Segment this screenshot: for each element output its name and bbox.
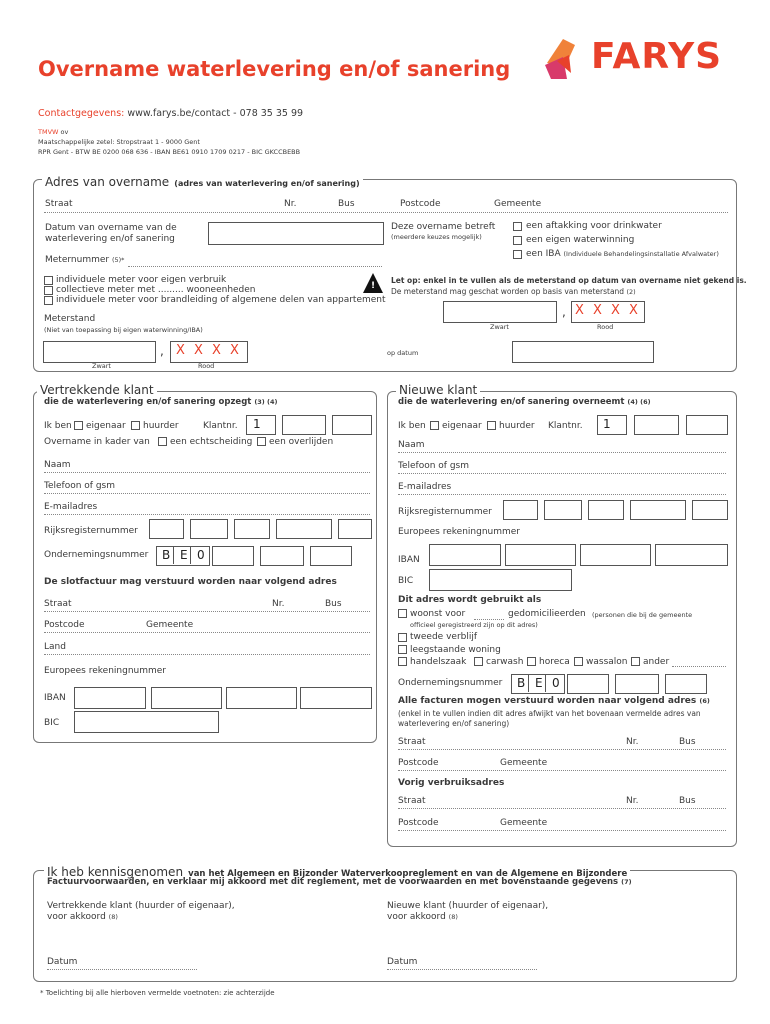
n-naam-label: Naam: [398, 440, 425, 450]
akkoord-vertrekkend-note: (8): [108, 913, 118, 921]
iba-text: een IBA: [526, 249, 561, 259]
meter-opt-1-checkbox[interactable]: [44, 276, 53, 285]
meterstand-label: Meterstand: [44, 314, 96, 324]
datum-label-2: waterlevering en/of sanering: [45, 234, 175, 244]
n-iban-label: IBAN: [398, 555, 420, 565]
v-nr-label: Nr.: [272, 599, 285, 609]
v-onderneming-digit: B: [162, 548, 171, 562]
farys-logo: [541, 33, 736, 83]
v-land-label: Land: [44, 642, 66, 652]
akkoord-datum-2: Datum: [387, 957, 418, 967]
datum-label-1: Datum van overname van de: [45, 223, 177, 233]
x-mark: X: [575, 303, 584, 318]
v-slotfactuur-label: De slotfactuur mag verstuurd worden naar volgend adres: [44, 577, 337, 587]
n-nr2-label: Nr.: [626, 796, 639, 806]
v-telefoon-label: Telefoon of gsm: [44, 481, 115, 491]
n-facturen-label: [398, 697, 710, 706]
v-iban-input-3[interactable]: [226, 687, 297, 709]
nieuwe-klant-legend: Nieuwe klant: [396, 383, 480, 397]
nieuwe-klant-sub: [398, 398, 651, 407]
n-eigenaar-checkbox[interactable]: [430, 421, 439, 430]
n-straat2-label: Straat: [398, 796, 426, 806]
n-rijksregister-input-1[interactable]: [503, 500, 538, 520]
zwart-label-left: Zwart: [92, 362, 111, 370]
n-tweede-label: tweede verblijf: [410, 632, 478, 642]
n-bus-label: Bus: [679, 737, 696, 747]
n-onderneming-digit: 0: [552, 676, 560, 690]
n-iban-input-2[interactable]: [505, 544, 576, 566]
akkoord-legend-title: Ik heb kennisgenomen: [47, 865, 184, 879]
n-postcode2-label: Postcode: [398, 818, 439, 828]
v-ik-ben-label: Ik ben: [44, 421, 72, 431]
meterstand-sub: (Niet van toepassing bij eigen waterwinning/IBA): [44, 326, 203, 334]
v-klantnr-input-2[interactable]: [282, 415, 326, 435]
n-onderneming-digit: E: [535, 676, 543, 690]
v-rijksregister-input-4[interactable]: [276, 519, 332, 539]
n-carwash-label: carwash: [486, 657, 524, 667]
rood-label-right: Rood: [597, 323, 614, 331]
akkoord-nieuw-1: Nieuwe klant (huurder of eigenaar),: [387, 901, 549, 911]
v-onderneming-digit: 0: [197, 548, 205, 562]
x-mark: X: [176, 343, 185, 358]
n-facturen-note: (6): [699, 697, 710, 705]
n-straat-label: Straat: [398, 737, 426, 747]
page-title: Overname waterlevering en/of sanering: [38, 57, 511, 81]
v-onderneming-digit: E: [180, 548, 188, 562]
v-postcode-line[interactable]: [44, 632, 370, 633]
x-mark: X: [611, 303, 620, 318]
meter-opt-2-checkbox[interactable]: [44, 286, 53, 295]
adres-postcode-label: Postcode: [400, 199, 441, 209]
iba-checkbox[interactable]: [513, 250, 522, 259]
n-onderneming-input-4[interactable]: [665, 674, 707, 694]
logo-text: FARYS: [591, 36, 723, 77]
vertrekkende-legend: Vertrekkende klant: [37, 383, 157, 397]
n-onderneming-divider: [528, 674, 529, 692]
meternummer-label: [45, 256, 124, 265]
meter-opt-3-label: individuele meter voor brandleiding of algemene delen van appartement: [56, 295, 386, 305]
n-huurder-checkbox[interactable]: [487, 421, 496, 430]
akkoord-vertrekkend-2: [47, 913, 118, 922]
adres-bus-label: Bus: [338, 199, 355, 209]
n-europees-label: Europees rekeningnummer: [398, 527, 521, 537]
n-facturen-sub-1: (enkel in te vullen indien dit adres afwijkt van het bovenaan vermelde adres van: [398, 709, 701, 718]
n-woonst-note-2: officieel geregistreerd zijn op dit adres): [410, 621, 538, 629]
v-onderneming-divider: [173, 546, 174, 564]
x-mark: X: [629, 303, 638, 318]
meterstand-zwart-input-left[interactable]: [43, 341, 156, 363]
n-iban-input-4[interactable]: [655, 544, 728, 566]
meterstand-zwart-input-right[interactable]: [443, 301, 557, 323]
meternummer-note: (5)*: [111, 256, 125, 264]
n-gebruik-label: Dit adres wordt gebruikt als: [398, 595, 542, 605]
n-bic-input[interactable]: [429, 569, 572, 591]
v-telefoon-line[interactable]: [44, 493, 370, 494]
akkoord-line2-note: (7): [621, 878, 632, 886]
akkoord-nieuw-2-text: voor akkoord: [387, 912, 446, 922]
v-overlijden-checkbox[interactable]: [257, 437, 266, 446]
n-ik-ben-label: Ik ben: [398, 421, 426, 431]
n-vorig-label: Vorig verbruiksadres: [398, 778, 505, 788]
waterwinning-checkbox[interactable]: [513, 236, 522, 245]
v-email-label: E-mailadres: [44, 502, 98, 512]
n-rijksregister-input-2[interactable]: [544, 500, 582, 520]
v-iban-input-1[interactable]: [74, 687, 146, 709]
vertrekkende-sub-text: die de waterlevering en/of sanering opzegt: [44, 397, 252, 407]
n-klantnr-digit: 1: [603, 417, 611, 431]
x-mark: X: [230, 343, 239, 358]
v-iban-input-2[interactable]: [151, 687, 222, 709]
meterstand-comma-left: ,: [160, 344, 164, 358]
v-naam-label: Naam: [44, 460, 71, 470]
n-straat2-line[interactable]: [398, 808, 726, 809]
v-straat-line[interactable]: [44, 611, 370, 612]
v-onderneming-input-2[interactable]: [212, 546, 254, 566]
n-rijksregister-input-4[interactable]: [630, 500, 686, 520]
meter-opt-3-checkbox[interactable]: [44, 296, 53, 305]
v-onderneming-input-3[interactable]: [260, 546, 304, 566]
n-wassalon-checkbox[interactable]: [574, 657, 583, 666]
n-klantnr-label: Klantnr.: [548, 421, 583, 431]
v-land-line[interactable]: [44, 654, 370, 655]
akkoord-datum-1: Datum: [47, 957, 78, 967]
n-straat-line[interactable]: [398, 749, 726, 750]
n-telefoon-line[interactable]: [398, 473, 726, 474]
n-woonst-count-line[interactable]: [474, 619, 504, 620]
warning-text-2: [391, 288, 636, 296]
x-mark: X: [194, 343, 203, 358]
v-echtscheiding-label: een echtscheiding: [170, 437, 253, 447]
n-klantnr-input-3[interactable]: [686, 415, 728, 435]
betreft-label: Deze overname betreft: [391, 222, 496, 232]
v-gemeente-label: Gemeente: [146, 620, 194, 630]
akkoord-line2-text: Factuurvoorwaarden, en verklaar mij akkoord met dit reglement, met de voorwaarden en met bovenstaande gegevens: [47, 877, 619, 887]
n-telefoon-label: Telefoon of gsm: [398, 461, 469, 471]
n-rijksregister-input-5[interactable]: [692, 500, 728, 520]
op-datum-input[interactable]: [512, 341, 654, 363]
n-klantnr-input-2[interactable]: [634, 415, 679, 435]
n-onderneming-divider: [545, 674, 546, 692]
n-horeca-label: horeca: [539, 657, 570, 667]
n-onderneming-digit: B: [517, 676, 526, 690]
n-rijksregister-input-3[interactable]: [588, 500, 624, 520]
n-leegstaande-checkbox[interactable]: [398, 645, 407, 654]
n-facturen-text: Alle facturen mogen verstuurd worden naar volgend adres: [398, 696, 697, 706]
v-onderneming-divider: [190, 546, 191, 564]
n-handelszaak-label: handelszaak: [410, 657, 467, 667]
n-horeca-checkbox[interactable]: [527, 657, 536, 666]
n-ander-line[interactable]: [672, 666, 726, 667]
n-ander-checkbox[interactable]: [631, 657, 640, 666]
n-facturen-sub-2: waterlevering en/of sanering): [398, 719, 510, 728]
n-iban-input-1[interactable]: [429, 544, 501, 566]
n-woonst-voor: woonst voor: [410, 609, 466, 619]
n-ander-label: ander: [643, 657, 670, 667]
n-tweede-checkbox[interactable]: [398, 633, 407, 642]
x-mark: X: [593, 303, 602, 318]
n-klantnr-input-1[interactable]: [597, 415, 627, 435]
v-huurder-checkbox[interactable]: [131, 421, 140, 430]
v-postcode-label: Postcode: [44, 620, 85, 630]
v-email-line[interactable]: [44, 514, 370, 515]
adres-legend-title: Adres van overname: [45, 175, 170, 189]
n-eigenaar-label: eigenaar: [442, 421, 482, 431]
waterwinning-label: een eigen waterwinning: [526, 235, 635, 245]
v-rijksregister-input-5[interactable]: [338, 519, 372, 539]
akkoord-vertrekkend-1: Vertrekkende klant (huurder of eigenaar),: [47, 901, 235, 911]
v-bic-label: BIC: [44, 718, 60, 728]
org-short: TMVW: [38, 128, 59, 136]
v-klantnr-input-3[interactable]: [332, 415, 372, 435]
n-woonst-note-1: (personen die bij de gemeente: [592, 611, 693, 619]
warning-icon: [362, 272, 384, 294]
zwart-label-right: Zwart: [490, 323, 509, 331]
contact-line: [38, 109, 303, 119]
op-datum-label: op datum: [387, 349, 419, 357]
akkoord-datum-2-line[interactable]: [387, 969, 537, 970]
v-bic-input[interactable]: [74, 711, 219, 733]
n-onderneming-label: Ondernemingsnummer: [398, 678, 503, 688]
akkoord-nieuw-note: (8): [448, 913, 458, 921]
v-rijksregister-label: Rijksregisternummer: [44, 526, 138, 536]
warning-text-2-note: (2): [626, 288, 636, 296]
vertrekkende-sub-note: (3) (4): [254, 398, 278, 406]
v-straat-label: Straat: [44, 599, 72, 609]
warning-text-1: Let op: enkel in te vullen als de meterstand op datum van overname niet gekend is.: [391, 276, 747, 285]
datum-overname-input[interactable]: [208, 222, 384, 245]
nieuwe-klant-sub-note: (4) (6): [627, 398, 651, 406]
adres-nr-label: Nr.: [284, 199, 297, 209]
adres-straat-label: Straat: [45, 199, 73, 209]
meterstand-comma-right: ,: [562, 305, 566, 319]
betreft-sub: (meerdere keuzes mogelijk): [391, 233, 482, 241]
n-iban-input-3[interactable]: [580, 544, 651, 566]
warning-text-2-main: De meterstand mag geschat worden op basis van meterstand: [391, 287, 625, 296]
akkoord-legend-rest: van het Algemeen en Bijzonder Waterverkoopreglement en van de Algemene en Bijzondere: [188, 869, 628, 879]
contact-label: Contactgegevens:: [38, 108, 125, 119]
n-onderneming-input-2[interactable]: [567, 674, 609, 694]
iba-label: [526, 250, 719, 259]
akkoord-vertrekkend-2-text: voor akkoord: [47, 912, 106, 922]
v-overname-kader-label: Overname in kader van: [44, 437, 150, 447]
n-bic-label: BIC: [398, 576, 414, 586]
aftakking-checkbox[interactable]: [513, 222, 522, 231]
v-onderneming-input-4[interactable]: [310, 546, 352, 566]
akkoord-datum-1-line[interactable]: [47, 969, 197, 970]
v-rijksregister-input-3[interactable]: [234, 519, 270, 539]
company-registry: RPR Gent - BTW BE 0200 068 636 - IBAN BE61 0910 1709 0217 - BIC GKCCBEBB: [38, 148, 301, 156]
org-suffix: ov: [60, 128, 69, 136]
v-onderneming-label: Ondernemingsnummer: [44, 550, 149, 560]
n-postcode-label: Postcode: [398, 758, 439, 768]
n-wassalon-label: wassalon: [586, 657, 628, 667]
n-woonst-gedomicilieerden: gedomicilieerden: [508, 609, 586, 619]
v-europees-label: Europees rekeningnummer: [44, 666, 167, 676]
adres-gemeente-label: Gemeente: [494, 199, 542, 209]
n-email-label: E-mailadres: [398, 482, 452, 492]
rood-label-left: Rood: [198, 362, 215, 370]
v-rijksregister-input-1[interactable]: [149, 519, 184, 539]
v-klantnr-input-1[interactable]: [246, 415, 276, 435]
n-naam-line[interactable]: [398, 452, 726, 453]
adres-straat-line[interactable]: [44, 212, 728, 213]
nieuwe-klant-sub-text: die de waterlevering en/of sanering overneemt: [398, 397, 625, 407]
n-handelszaak-checkbox[interactable]: [398, 657, 407, 666]
v-bus-label: Bus: [325, 599, 342, 609]
n-gemeente2-label: Gemeente: [500, 818, 548, 828]
n-bus2-label: Bus: [679, 796, 696, 806]
akkoord-nieuw-2: [387, 913, 458, 922]
company-address: Maatschappelijke zetel: Stropstraat 1 - 9000 Gent: [38, 138, 200, 146]
vertrekkende-sub: [44, 398, 278, 407]
iba-sub: (Individuele Behandelingsinstallatie Afvalwater): [563, 250, 719, 258]
org-line: [38, 129, 68, 136]
akkoord-line2: [47, 878, 632, 887]
v-overlijden-label: een overlijden: [269, 437, 334, 447]
meternummer-text: Meternummer: [45, 255, 110, 265]
n-email-line[interactable]: [398, 494, 726, 495]
n-huurder-label: huurder: [499, 421, 535, 431]
v-echtscheiding-checkbox[interactable]: [158, 437, 167, 446]
n-onderneming-input-3[interactable]: [615, 674, 659, 694]
warning-glyph: !: [371, 281, 376, 291]
meter-opt-1-label: individuele meter voor eigen verbruik: [56, 275, 227, 285]
meternummer-line[interactable]: [128, 266, 382, 267]
n-woonst-checkbox[interactable]: [398, 609, 407, 618]
aftakking-label: een aftakking voor drinkwater: [526, 221, 662, 231]
n-carwash-checkbox[interactable]: [474, 657, 483, 666]
v-iban-label: IBAN: [44, 693, 66, 703]
n-leegstaande-label: leegstaande woning: [410, 645, 501, 655]
v-klantnr-label: Klantnr.: [203, 421, 238, 431]
v-eigenaar-label: eigenaar: [86, 421, 126, 431]
adres-legend-sub: (adres van waterlevering en/of sanering): [174, 179, 360, 188]
n-postcode2-line[interactable]: [398, 830, 726, 831]
v-eigenaar-checkbox[interactable]: [74, 421, 83, 430]
x-mark: X: [212, 343, 221, 358]
v-klantnr-digit: 1: [253, 417, 261, 431]
n-rijksregister-label: Rijksregisternummer: [398, 507, 492, 517]
n-gemeente-label: Gemeente: [500, 758, 548, 768]
v-rijksregister-input-2[interactable]: [190, 519, 228, 539]
v-naam-line[interactable]: [44, 472, 370, 473]
contact-value[interactable]: www.farys.be/contact - 078 35 35 99: [127, 108, 304, 119]
n-postcode-line[interactable]: [398, 770, 726, 771]
adres-legend: [42, 171, 363, 190]
footer-note: * Toelichting bij alle hierboven vermelde voetnoten: zie achterzijde: [40, 989, 275, 997]
v-iban-input-4[interactable]: [300, 687, 372, 709]
n-nr-label: Nr.: [626, 737, 639, 747]
v-huurder-label: huurder: [143, 421, 179, 431]
meter-opt-2-label: collectieve meter met ......... wooneenheden: [56, 285, 256, 295]
